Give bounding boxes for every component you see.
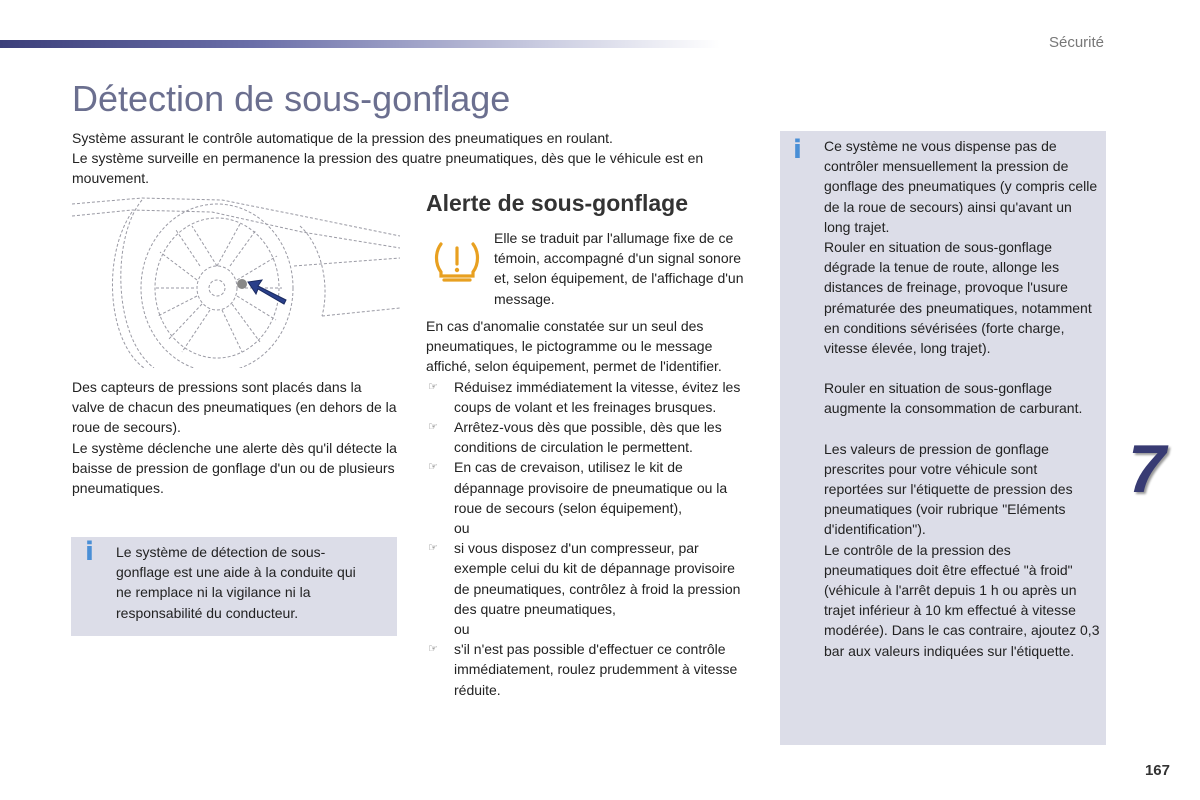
pointing-hand-icon: ☞ xyxy=(428,541,438,555)
list-item: ☞ Arrêtez-vous dès que possible, dès que les conditions de circulation le permettent. xyxy=(428,419,722,456)
pointing-hand-icon: ☞ xyxy=(428,460,438,474)
valve-arrow-icon xyxy=(237,279,286,304)
pointing-hand-icon: ☞ xyxy=(428,642,438,656)
page-number: 167 xyxy=(1144,762,1170,779)
anomaly-paragraph: En cas d'anomalie constatée sur un seul des pneumatiques, le pictogramme ou le message affiché, selon équipement, permet de l'identifier. xyxy=(426,318,722,375)
info-icon: i xyxy=(85,537,94,567)
info-text xyxy=(824,136,1100,661)
intro-paragraph-1: Système assurant le contrôle automatique de la pression des pneumatiques en roulant. xyxy=(72,130,613,146)
pointing-hand-icon: ☞ xyxy=(428,379,438,393)
list-item: ☞ Réduisez immédiatement la vitesse, évitez les coups de volant et les freinages brusques. xyxy=(428,378,741,415)
tyre-pressure-warning-icon xyxy=(432,236,482,282)
section-label: Sécurité xyxy=(1048,34,1104,51)
intro-text xyxy=(72,128,762,189)
info-icon: i xyxy=(793,135,802,165)
sensor-description xyxy=(72,377,397,498)
info-box-driver-responsibility xyxy=(71,537,397,636)
list-item: ☞ s'il n'est pas possible d'effectuer ce contrôle immédiatement, roulez prudemment à vitesse réduite. xyxy=(428,641,738,698)
info-paragraph-1: Ce système ne vous dispense pas de contrôler mensuellement la pression de gonflage des pneumatiques (y compris celle de la roue de secours) ainsi qu'avant un long trajet. xyxy=(824,138,1098,235)
list-item-connector: ou xyxy=(454,621,470,638)
wheel-valve-illustration xyxy=(72,196,400,368)
list-item: ☞ si vous disposez d'un compresseur, par exemple celui du kit de dépannage provisoire de pneumatiques, contrôlez à froid la pression des quatre pneumatiques, xyxy=(428,540,741,617)
page-title: Détection de sous-gonflage xyxy=(72,78,511,119)
info-paragraph-2: Rouler en situation de sous-gonflage dégrade la tenue de route, allonge les distances de freinage, provoque l'usure prématurée des pneumatiques, notamment en conditions sévérisées (forte charge, vitesse élevée, long trajet). xyxy=(824,239,1092,357)
list-item-connector: ou xyxy=(454,520,470,537)
pointing-hand-icon: ☞ xyxy=(428,420,438,434)
info-text: Le système de détection de sous-gonflage est une aide à la conduite qui ne remplace ni la vigilance ni la responsabilité du conducteur. xyxy=(116,544,356,621)
sensor-paragraph-2: Le système déclenche une alerte dès qu'il détecte la baisse de pression de gonflage d'un ou de plusieurs pneumatiques. xyxy=(72,439,397,497)
action-list xyxy=(426,377,754,700)
info-paragraph-3: Rouler en situation de sous-gonflage augmente la consommation de carburant. xyxy=(824,380,1083,417)
info-paragraph-4: Les valeurs de pression de gonflage prescrites pour votre véhicule sont reportées sur l'étiquette de pression des pneumatiques (voir rubrique "Eléments d'identification"). xyxy=(824,440,1073,538)
list-item: ☞ En cas de crevaison, utilisez le kit de dépannage provisoire de pneumatique ou la roue de secours (selon équipement), xyxy=(428,459,728,516)
header-gradient-bar xyxy=(0,40,720,48)
warning-light-description: Elle se traduit par l'allumage fixe de ce témoin, accompagné d'un signal sonore et, selon équipement, de l'affichage d'un message. xyxy=(494,230,744,307)
info-box-pressure-check xyxy=(780,131,1106,745)
intro-paragraph-2: Le système surveille en permanence la pression des quatre pneumatiques, dès que le véhicule est en mouvement. xyxy=(72,150,704,187)
chapter-number: 7 xyxy=(1128,431,1166,507)
alert-heading: Alerte de sous-gonflage xyxy=(426,190,688,216)
info-paragraph-5: Le contrôle de la pression des pneumatiques doit être effectué "à froid" (véhicule à l'arrêt depuis 1 h ou après un trajet inférieur à 10 km effectué à vitesse modérée). Dans le cas contraire, ajoutez 0,3 bar aux valeurs indiquées sur l'étiquette. xyxy=(824,541,1100,659)
anomaly-section xyxy=(426,316,754,700)
sensor-paragraph-1: Des capteurs de pressions sont placés dans la valve de chacun des pneumatiques (en dehors de la roue de secours). xyxy=(72,379,397,436)
